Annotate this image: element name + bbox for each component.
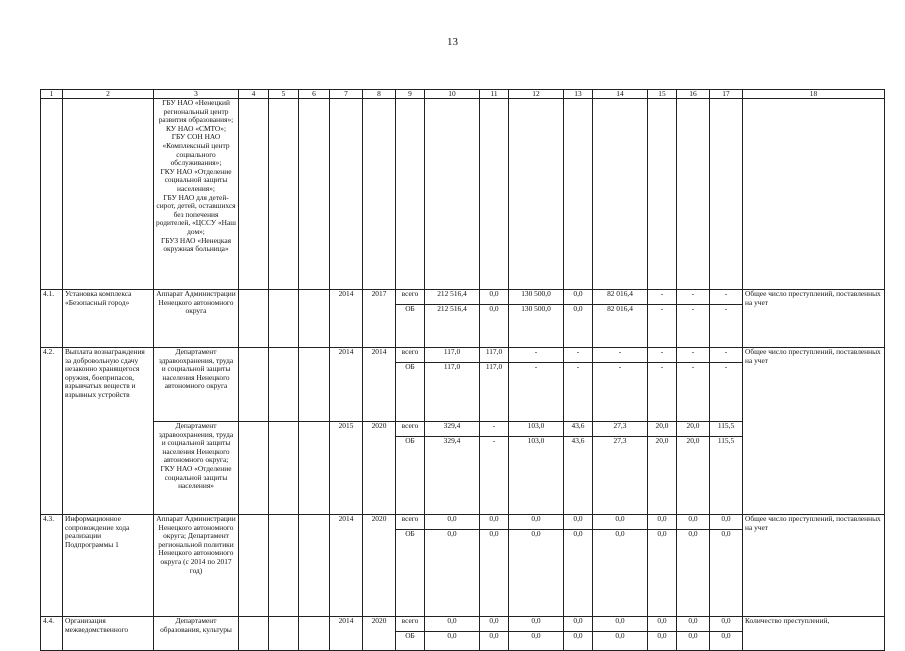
column-header: 17 (710, 90, 743, 99)
activity-name: Организация межведомственного (63, 617, 154, 651)
amount-cell: 0,0 (509, 632, 564, 651)
amount-cell: - (564, 348, 593, 363)
amount-cell: 0,0 (425, 632, 480, 651)
amount-cell: 0,0 (564, 530, 593, 617)
funding-source: ОБ (396, 363, 425, 422)
funding-source: всего (396, 348, 425, 363)
amount-cell: 27,3 (593, 422, 648, 437)
empty-cell (239, 348, 269, 422)
row-number: 4.4. (41, 617, 63, 651)
indicator-cell: Общее число преступлений, поставленных на учет (743, 348, 885, 515)
amount-cell: - (648, 348, 677, 363)
table-row (41, 348, 885, 363)
amount-cell: 0,0 (593, 515, 648, 530)
row-number: 4.1. (41, 290, 63, 348)
amount-cell: 82 016,4 (593, 305, 648, 348)
amount-cell: - (648, 305, 677, 348)
start-year: 2014 (330, 348, 363, 422)
amount-cell: 0,0 (593, 617, 648, 632)
executor-cell: Аппарат Администрации Ненецкого автономного округа; Департамент региональной политики Ненецкого автономного округа (с 2014 по 2017 год) (154, 515, 239, 617)
column-header: 4 (239, 90, 269, 99)
table-body (41, 99, 885, 651)
column-header: 6 (299, 90, 330, 99)
start-year: 2014 (330, 290, 363, 348)
amount-cell: - (710, 363, 743, 422)
empty-cell (299, 422, 330, 515)
indicator-cell: Общее число преступлений, поставленных на учет (743, 515, 885, 617)
amount-cell: - (564, 363, 593, 422)
executor-cell: Департамент образования, культуры (154, 617, 239, 651)
funding-source: всего (396, 617, 425, 632)
amount-cell: 0,0 (425, 530, 480, 617)
empty-cell (299, 348, 330, 422)
amount-cell: - (710, 305, 743, 348)
empty-cell (269, 290, 299, 348)
amount-cell: 0,0 (677, 530, 710, 617)
amount-cell: 0,0 (564, 617, 593, 632)
amount-cell: 117,0 (480, 348, 509, 363)
column-header: 10 (425, 90, 480, 99)
amount-cell: - (509, 363, 564, 422)
table-header (41, 90, 885, 99)
amount-cell: - (480, 437, 509, 515)
start-year: 2014 (330, 515, 363, 617)
amount-cell: - (677, 290, 710, 305)
amount-cell: 0,0 (425, 515, 480, 530)
empty-cell (269, 348, 299, 422)
amount-cell: 0,0 (480, 632, 509, 651)
start-year: 2014 (330, 617, 363, 651)
amount-cell: 0,0 (677, 632, 710, 651)
amount-cell: 212 516,4 (425, 305, 480, 348)
column-header: 12 (509, 90, 564, 99)
amount-cell: 103,0 (509, 437, 564, 515)
amount-cell: - (593, 348, 648, 363)
amount-cell: - (710, 290, 743, 305)
amount-cell: 0,0 (648, 515, 677, 530)
executor-cell: ГБУ НАО «Ненецкий региональный центр развития образования»; КУ НАО «СМТО»; ГБУ СОН НАО «Комплексный центр социального обслуживания»; ГКУ НАО «Отделение социальной защиты населения»; ГБУ НАО для детей-сирот, детей, оставшихся без попечения родителей, «ЦССУ «Наш дом»; ГБУЗ НАО «Ненецкая окружная больница» (154, 99, 239, 290)
amount-cell: 117,0 (425, 348, 480, 363)
amount-cell: 0,0 (480, 617, 509, 632)
amount-cell: 43,6 (564, 422, 593, 437)
amount-cell: 115,5 (710, 437, 743, 515)
amount-cell: 103,0 (509, 422, 564, 437)
amount-cell: 0,0 (480, 515, 509, 530)
amount-cell: 117,0 (425, 363, 480, 422)
amount-cell: 0,0 (509, 617, 564, 632)
amount-cell: 0,0 (480, 290, 509, 305)
funding-source: всего (396, 515, 425, 530)
column-header: 8 (363, 90, 396, 99)
amount-cell: 329,4 (425, 437, 480, 515)
amount-cell: 130 500,0 (509, 290, 564, 305)
empty-cell (239, 617, 269, 651)
amount-cell: - (480, 422, 509, 437)
empty-cell (269, 515, 299, 617)
amount-cell: 0,0 (480, 530, 509, 617)
amount-cell: 0,0 (677, 617, 710, 632)
start-year: 2015 (330, 422, 363, 515)
column-header: 15 (648, 90, 677, 99)
amount-cell: 20,0 (677, 437, 710, 515)
column-header: 2 (63, 90, 154, 99)
amount-cell: 0,0 (648, 530, 677, 617)
amount-cell: 0,0 (710, 632, 743, 651)
end-year: 2020 (363, 422, 396, 515)
amount-cell: 20,0 (648, 422, 677, 437)
amount-cell: 117,0 (480, 363, 509, 422)
amount-cell: 0,0 (480, 305, 509, 348)
amount-cell: 0,0 (710, 515, 743, 530)
column-header: 13 (564, 90, 593, 99)
column-header: 1 (41, 90, 63, 99)
amount-cell: - (648, 363, 677, 422)
amount-cell: 0,0 (509, 530, 564, 617)
funding-source: ОБ (396, 530, 425, 617)
funding-source: ОБ (396, 437, 425, 515)
empty-cell (269, 422, 299, 515)
column-header: 5 (269, 90, 299, 99)
amount-cell: 329,4 (425, 422, 480, 437)
amount-cell: 115,5 (710, 422, 743, 437)
empty-cell (299, 515, 330, 617)
amount-cell: 0,0 (564, 290, 593, 305)
column-header: 14 (593, 90, 648, 99)
amount-cell: 0,0 (425, 617, 480, 632)
activity-name: Выплата вознаграждения за добровольную сдачу незаконно хранящегося оружия, боеприпасов, взрывчатых веществ и взрывных устройств (63, 348, 154, 515)
amount-cell: 0,0 (710, 530, 743, 617)
amount-cell: - (677, 348, 710, 363)
executor-cell: Департамент здравоохранения, труда и социальной защиты населения Ненецкого автономного округа; ГКУ НАО «Отделение социальной защиты населения» (154, 422, 239, 515)
amount-cell: 0,0 (564, 515, 593, 530)
amount-cell: 0,0 (564, 305, 593, 348)
funding-source: всего (396, 422, 425, 437)
amount-cell: - (710, 348, 743, 363)
empty-cell (269, 617, 299, 651)
activity-name: Информационное сопровождение хода реализации Подпрограммы 1 (63, 515, 154, 617)
row-number: 4.2. (41, 348, 63, 515)
amount-cell: - (648, 290, 677, 305)
end-year: 2020 (363, 515, 396, 617)
empty-cell (239, 422, 269, 515)
amount-cell: - (677, 363, 710, 422)
amount-cell: 0,0 (710, 617, 743, 632)
column-header: 16 (677, 90, 710, 99)
activity-name: Установка комплекса «Безопасный город» (63, 290, 154, 348)
continuation-row (41, 99, 885, 290)
amount-cell: 0,0 (593, 632, 648, 651)
indicator-cell: Общее число преступлений, поставленных на учет (743, 290, 885, 348)
empty-cell (239, 515, 269, 617)
program-table (40, 89, 885, 651)
end-year: 2020 (363, 617, 396, 651)
page-number: 13 (447, 36, 458, 48)
row-number: 4.3. (41, 515, 63, 617)
empty-cell (299, 290, 330, 348)
end-year: 2017 (363, 290, 396, 348)
amount-cell: 82 016,4 (593, 290, 648, 305)
funding-source: ОБ (396, 305, 425, 348)
amount-cell: 27,3 (593, 437, 648, 515)
amount-cell: 0,0 (677, 515, 710, 530)
column-header: 7 (330, 90, 363, 99)
executor-cell: Аппарат Администрации Ненецкого автономного округа (154, 290, 239, 348)
amount-cell: - (509, 348, 564, 363)
amount-cell: 212 516,4 (425, 290, 480, 305)
funding-source: ОБ (396, 632, 425, 651)
empty-cell (299, 617, 330, 651)
amount-cell: 130 500,0 (509, 305, 564, 348)
amount-cell: 0,0 (648, 632, 677, 651)
amount-cell: 43,6 (564, 437, 593, 515)
column-header: 3 (154, 90, 239, 99)
amount-cell: - (677, 305, 710, 348)
column-header: 11 (480, 90, 509, 99)
table-row (41, 617, 885, 632)
table-row (41, 290, 885, 305)
end-year: 2014 (363, 348, 396, 422)
table-row (41, 515, 885, 530)
amount-cell: 0,0 (509, 515, 564, 530)
executor-cell: Департамент здравоохранения, труда и социальной защиты населения Ненецкого автономного округа (154, 348, 239, 422)
indicator-cell: Количество преступлений, (743, 617, 885, 651)
amount-cell: 0,0 (564, 632, 593, 651)
empty-cell (239, 290, 269, 348)
amount-cell: 20,0 (677, 422, 710, 437)
amount-cell: - (593, 363, 648, 422)
funding-source: всего (396, 290, 425, 305)
amount-cell: 20,0 (648, 437, 677, 515)
column-header: 9 (396, 90, 425, 99)
column-header: 18 (743, 90, 885, 99)
amount-cell: 0,0 (648, 617, 677, 632)
amount-cell: 0,0 (593, 530, 648, 617)
